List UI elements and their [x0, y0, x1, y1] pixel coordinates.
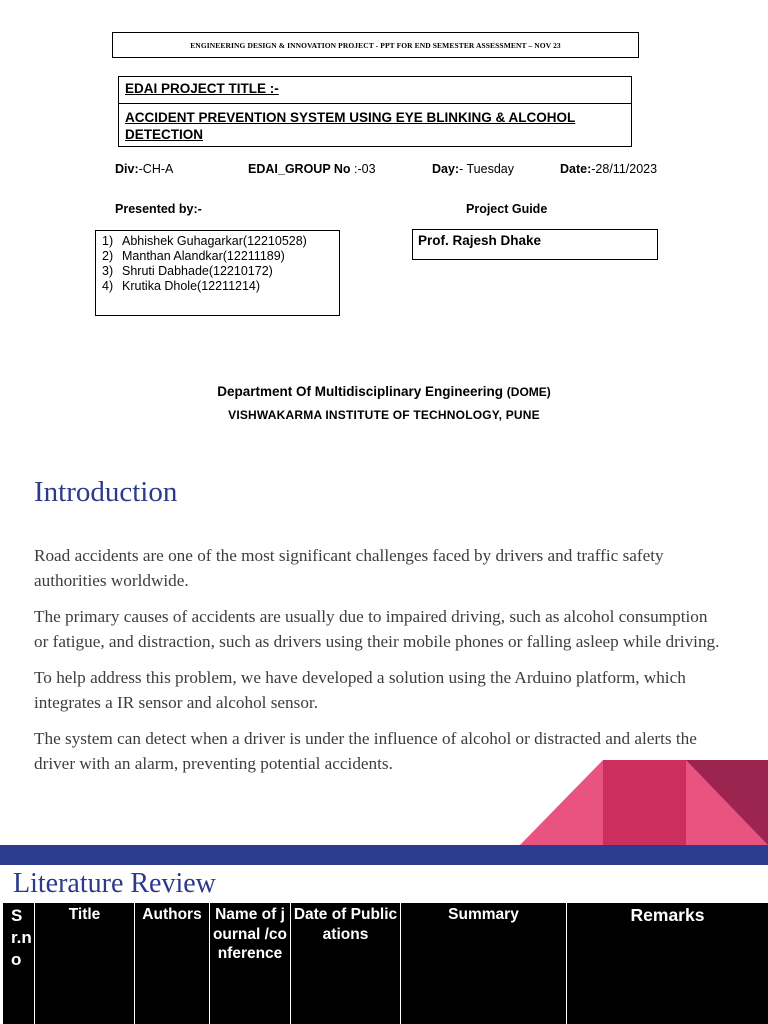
column-header-summary: Summary [401, 903, 567, 1024]
literature-review-slide [0, 865, 768, 1024]
institute-name: VISHWAKARMA INSTITUTE OF TECHNOLOGY, PUNE [228, 408, 540, 422]
project-guide-label: Project Guide [466, 202, 548, 216]
presented-by-label: Presented by:- [115, 202, 202, 216]
intro-paragraph: The system can detect when a driver is under the influence of alcohol or distracted and alerts the driver with an alarm, preventing potential accidents. [34, 729, 697, 773]
column-header-journal: Name of journal /conference [210, 903, 291, 1024]
column-header-srno: Sr.no [3, 903, 35, 1024]
project-title-text: ACCIDENT PREVENTION SYSTEM USING EYE BLINKING & ALCOHOL DETECTION [125, 110, 576, 142]
team-members-box [95, 230, 340, 316]
literature-review-title: Literature Review [13, 868, 216, 899]
assessment-header [112, 32, 639, 58]
group-info: EDAI_GROUP No :-03 [248, 162, 376, 176]
intro-paragraph: The primary causes of accidents are usually due to impaired driving, such as alcohol consumption or fatigue, and distraction, such as drivers using their mobile phones or falling asleep while driving. [34, 607, 720, 651]
intro-paragraph: Road accidents are one of the most significant challenges faced by drivers and traffic safety authorities worldwide. [34, 546, 664, 590]
introduction-title: Introduction [34, 476, 178, 508]
slide-divider-band [0, 845, 768, 865]
column-header-title: Title [35, 903, 135, 1024]
date-info: Date:-28/11/2023 [560, 162, 658, 176]
literature-table [2, 902, 768, 1024]
column-header-authors: Authors [135, 903, 210, 1024]
assessment-header-text: ENGINEERING DESIGN & INNOVATION PROJECT - PPT FOR END SEMESTER ASSESSMENT – NOV 23 [190, 40, 561, 50]
table-header-row [3, 903, 768, 1024]
department-name: Department Of Multidisciplinary Engineering (DOME) [217, 384, 551, 399]
project-title-label: EDAI PROJECT TITLE :- [119, 77, 631, 104]
introduction-body [34, 544, 724, 788]
project-guide-name: Prof. Rajesh Dhake [412, 229, 658, 260]
intro-paragraph: To help address this problem, we have developed a solution using the Arduino platform, which integrates a IR sensor and alcohol sensor. [34, 668, 686, 712]
introduction-slide [0, 440, 768, 845]
project-title-box [118, 76, 632, 147]
team-member: 1) Abhishek Guhagarkar(12210528) [102, 234, 307, 248]
team-member: 3) Shruti Dabhade(12210172) [102, 264, 273, 278]
column-header-date: Date of Publications [291, 903, 401, 1024]
title-slide [0, 0, 768, 440]
division-info: Div:-CH-A [115, 162, 174, 176]
day-info: Day:- Tuesday [432, 162, 514, 176]
column-header-remarks: Remarks [567, 903, 768, 1024]
team-member: 2) Manthan Alandkar(12211189) [102, 249, 285, 263]
team-member: 4) Krutika Dhole(12211214) [102, 279, 261, 293]
